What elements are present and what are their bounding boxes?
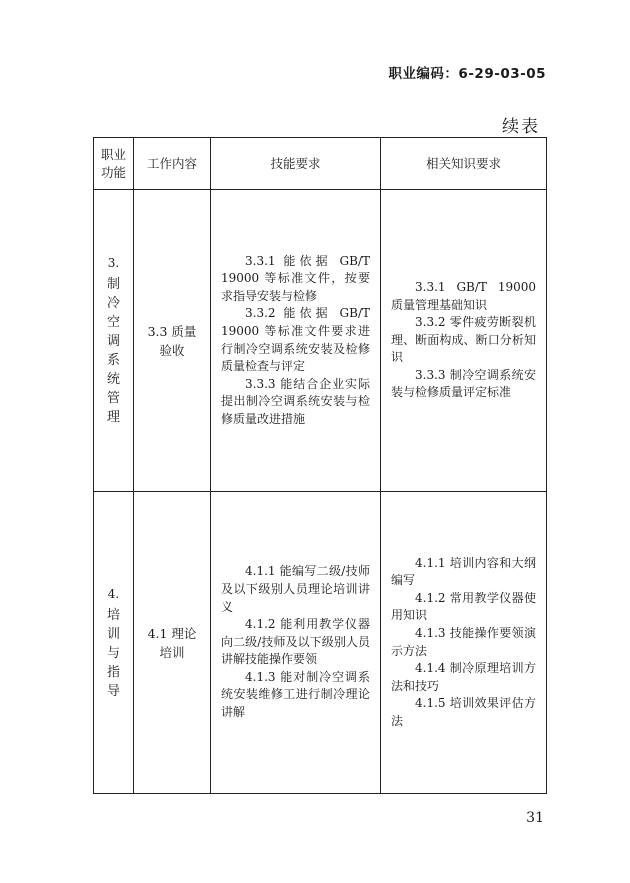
knowledge-item: 4.1.1 培训内容和大纲编写 — [391, 555, 536, 588]
table-header-row — [94, 138, 547, 190]
skills-cell — [211, 190, 381, 492]
header-skills: 技能要求 — [211, 138, 381, 190]
work-content-line: 3.3 质量 — [147, 323, 197, 339]
knowledge-item: 4.1.5 培训效果评估方法 — [391, 696, 536, 728]
function-char: 系 — [106, 353, 120, 368]
knowledge-cell — [381, 190, 547, 492]
function-char: 指 — [106, 664, 120, 680]
function-char: 与 — [106, 645, 120, 661]
header-work: 工作内容 — [134, 138, 211, 190]
function-char: 理 — [106, 410, 120, 425]
function-number: 4. — [107, 586, 120, 601]
function-char: 调 — [106, 334, 120, 349]
function-number: 3. — [107, 256, 120, 270]
function-char: 管 — [106, 391, 120, 406]
header-function — [94, 138, 134, 190]
work-content-line: 4.1 理论 — [147, 625, 197, 641]
page-number: 31 — [526, 810, 544, 826]
knowledge-item: 3.3.3 制冷空调系统安装与检修质量评定标准 — [391, 367, 536, 400]
knowledge-cell — [381, 492, 547, 794]
function-cell — [94, 492, 134, 794]
skill-item: 4.1.2 能利用教学仪器向二级/技师及以下级别人员讲解技能操作要领 — [221, 617, 370, 667]
work-content-line: 验收 — [159, 342, 185, 358]
knowledge-item: 4.1.4 制冷原理培训方法和技巧 — [391, 661, 536, 693]
table-row — [94, 190, 547, 492]
knowledge-item: 4.1.2 常用教学仪器使用知识 — [391, 590, 536, 623]
continued-label: 续表 — [502, 117, 540, 137]
work-content-cell — [134, 190, 211, 492]
function-char: 统 — [106, 372, 120, 387]
header-function-line1: 职业 — [100, 146, 126, 162]
knowledge-item: 3.3.1 GB/T 19000 质量管理基础知识 — [391, 279, 536, 312]
function-char: 训 — [106, 626, 120, 642]
header-function-line2: 功能 — [100, 164, 126, 180]
skill-item: 4.1.1 能编写二级/技师及以下级别人员理论培训讲义 — [221, 564, 370, 614]
function-char: 导 — [106, 683, 120, 699]
function-char: 冷 — [106, 296, 120, 311]
function-char: 空 — [106, 315, 120, 330]
function-char: 制 — [106, 277, 120, 292]
skill-item: 3.3.2 能依据 GB/T 19000 等标准文件要求进行制冷空调系统安装及检修质量检查与评定 — [221, 306, 370, 374]
knowledge-item: 3.3.2 零件疲劳断裂机理、断面构成、断口分析知识 — [391, 315, 536, 365]
skills-table — [93, 137, 547, 794]
skill-item: 3.3.1 能依据 GB/T 19000 等标准文件，按要求指导安装与检修 — [221, 253, 370, 303]
skill-item: 4.1.3 能对制冷空调系统安装维修工进行制冷理论讲解 — [221, 669, 370, 720]
skill-item: 3.3.3 能结合企业实际提出制冷空调系统安装与检修质量改进措施 — [221, 376, 370, 426]
occupation-code: 职业编码：6-29-03-05 — [388, 66, 546, 82]
header-knowledge: 相关知识要求 — [381, 138, 547, 190]
work-content-cell — [134, 492, 211, 794]
function-cell — [94, 190, 134, 492]
skills-cell — [211, 492, 381, 794]
work-content-line: 培训 — [159, 644, 185, 660]
function-char: 培 — [106, 607, 120, 623]
knowledge-item: 4.1.3 技能操作要领演示方法 — [391, 625, 536, 658]
table-row — [94, 492, 547, 794]
